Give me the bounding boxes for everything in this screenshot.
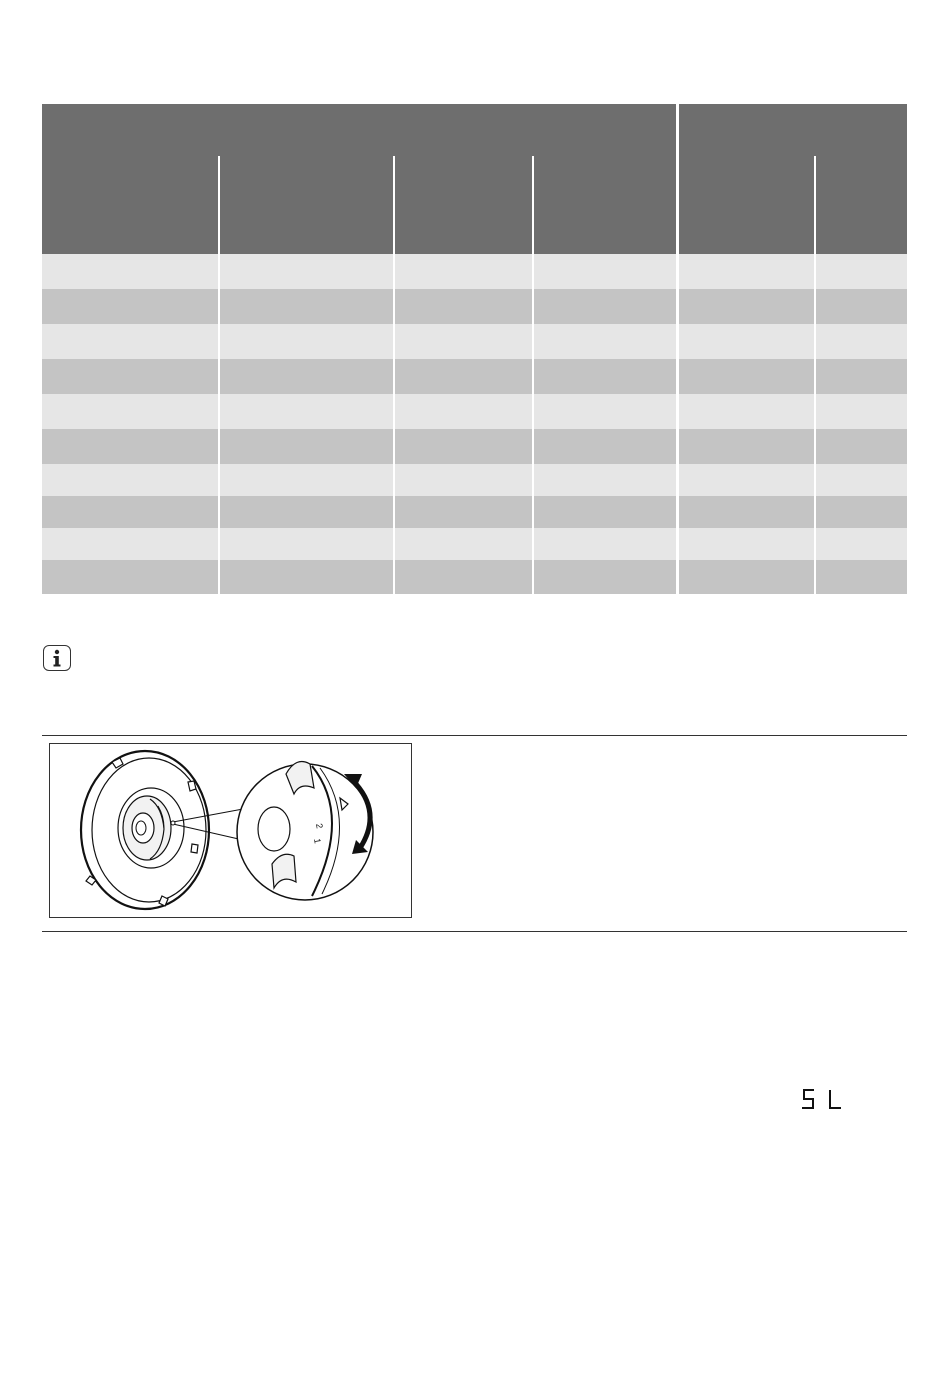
table-cell <box>394 324 533 359</box>
table-cell <box>815 324 907 359</box>
table-cell <box>42 528 219 560</box>
table-cell <box>219 528 394 560</box>
header-cell <box>815 156 907 254</box>
section-rule-top <box>42 735 907 736</box>
table-cell <box>815 528 907 560</box>
table-cell <box>533 429 677 464</box>
table-cell <box>815 359 907 394</box>
water-softener-dial-illustration <box>49 743 412 918</box>
table-cell <box>219 429 394 464</box>
table-cell <box>533 254 677 289</box>
table-cell <box>533 289 677 324</box>
table-cell <box>42 464 219 496</box>
table-row <box>42 429 907 464</box>
header-group-right <box>677 104 907 156</box>
table-cell <box>677 496 815 528</box>
table-cell <box>533 528 677 560</box>
header-cell <box>677 156 815 254</box>
header-group-left <box>42 104 677 156</box>
table-cell <box>394 528 533 560</box>
table-row <box>42 464 907 496</box>
table-cell <box>677 528 815 560</box>
table-row <box>42 324 907 359</box>
section-rule-bottom <box>42 931 907 932</box>
table-cell <box>42 254 219 289</box>
table-row <box>42 254 907 289</box>
table-cell <box>394 289 533 324</box>
table-row <box>42 359 907 394</box>
table-cell <box>42 560 219 594</box>
table-cell <box>42 359 219 394</box>
table-cell <box>219 289 394 324</box>
table-cell <box>394 394 533 429</box>
table-cell <box>533 464 677 496</box>
header-cell <box>394 156 533 254</box>
table-cell <box>677 394 815 429</box>
table-cell <box>815 496 907 528</box>
table-cell <box>815 560 907 594</box>
table-cell <box>219 324 394 359</box>
table-cell <box>394 359 533 394</box>
segment-display-icon <box>800 1088 844 1112</box>
table-cell <box>219 560 394 594</box>
table-cell <box>42 394 219 429</box>
table-cell <box>533 560 677 594</box>
table-cell <box>219 254 394 289</box>
table-cell <box>815 429 907 464</box>
table-cell <box>219 464 394 496</box>
table-cell <box>394 560 533 594</box>
table-row <box>42 560 907 594</box>
table-cell <box>677 324 815 359</box>
header-cell <box>533 156 677 254</box>
table-cell <box>533 359 677 394</box>
table-cell <box>219 496 394 528</box>
table-cell <box>42 429 219 464</box>
table-cell <box>677 254 815 289</box>
table-cell <box>533 496 677 528</box>
table-cell <box>394 429 533 464</box>
table-cell <box>394 464 533 496</box>
water-hardness-table <box>42 104 907 594</box>
table-cell <box>533 394 677 429</box>
table-row <box>42 289 907 324</box>
table-cell <box>42 496 219 528</box>
table-row <box>42 394 907 429</box>
table-cell <box>677 289 815 324</box>
table-cell <box>815 254 907 289</box>
table-cell <box>815 464 907 496</box>
table-cell <box>219 359 394 394</box>
table-cell <box>677 429 815 464</box>
table-cell <box>677 359 815 394</box>
info-icon <box>43 645 71 671</box>
dial-position-2: 2 <box>314 822 325 830</box>
table-cell <box>394 254 533 289</box>
header-cell <box>219 156 394 254</box>
table-cell <box>677 464 815 496</box>
dial-position-1: 1 <box>312 837 323 845</box>
table-row <box>42 496 907 528</box>
table-body <box>42 254 907 594</box>
table-cell <box>42 324 219 359</box>
table-cell <box>815 394 907 429</box>
header-cell <box>42 156 219 254</box>
table-cell <box>815 289 907 324</box>
table-cell <box>219 394 394 429</box>
table-cell <box>533 324 677 359</box>
table-row <box>42 528 907 560</box>
display-code-sl <box>800 1088 844 1112</box>
softener-dial-drawing <box>50 744 411 917</box>
table-header <box>42 104 907 254</box>
table-cell <box>677 560 815 594</box>
table-cell <box>42 289 219 324</box>
table-cell <box>394 496 533 528</box>
